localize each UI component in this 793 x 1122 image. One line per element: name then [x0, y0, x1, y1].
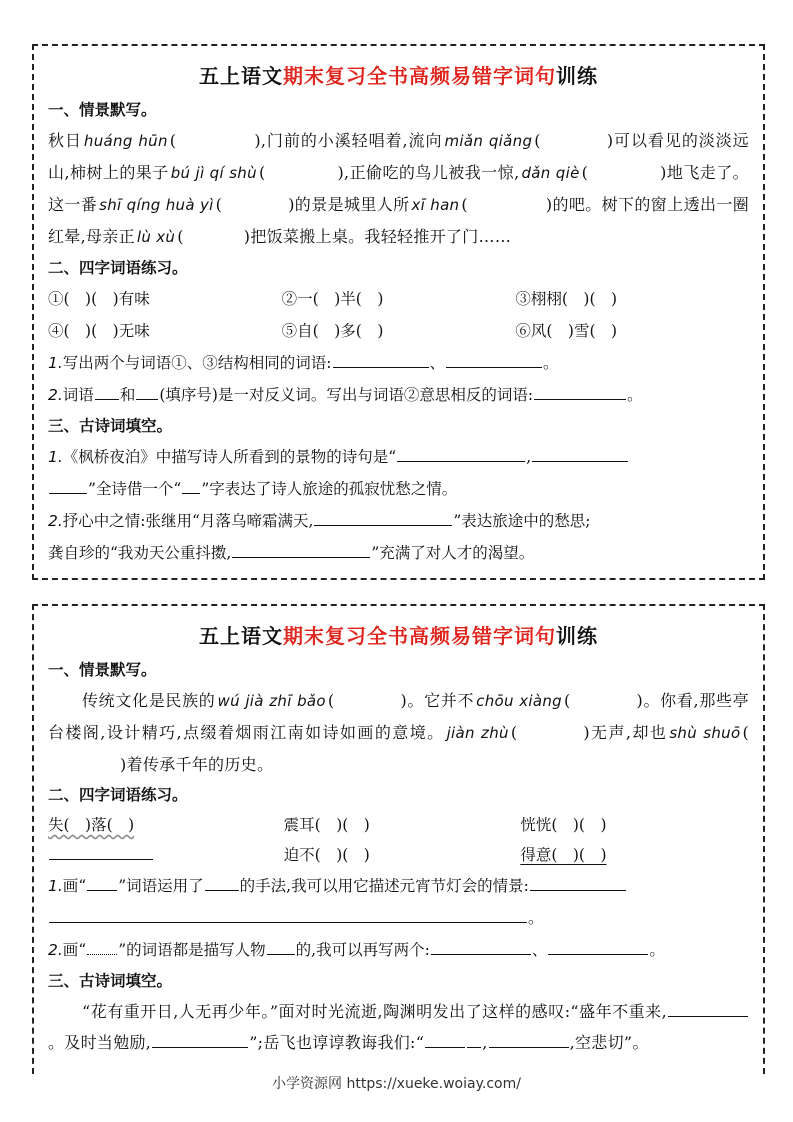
idiom-item[interactable]: 得意( )( ) — [520, 846, 607, 864]
question-1: 1.画“ ”词语运用了 的手法,我可以用它描述元宵节灯会的情景: — [48, 870, 749, 902]
answer-line[interactable] — [205, 872, 239, 891]
answer-line[interactable] — [532, 443, 628, 462]
answer-line[interactable] — [425, 1029, 465, 1048]
section-heading: 一、情景默写。 — [48, 101, 157, 119]
answer-line[interactable] — [232, 539, 370, 558]
idiom-item[interactable]: 恍恍( )( ) — [520, 816, 607, 834]
idiom-item[interactable]: ⑥风( )雪( ) — [515, 322, 618, 340]
idiom-item[interactable]: 失( )落( ) — [48, 816, 135, 834]
pinyin: jiàn zhù — [446, 724, 509, 742]
answer-line[interactable] — [267, 936, 295, 955]
pinyin: bú jì qí shù — [170, 164, 257, 182]
pinyin: shī qíng huà yì — [99, 196, 214, 214]
pinyin: xī han — [411, 196, 460, 214]
section-heading: 三、古诗词填空。 — [48, 417, 173, 435]
answer-line[interactable] — [431, 936, 531, 955]
idiom-item[interactable]: ⑤自( )多( ) — [281, 322, 384, 340]
poem-question-1-cont: ”全诗借一个“ ”字表达了诗人旅途的孤寂忧愁之情。 — [48, 473, 749, 505]
worksheet-title: 五上语文期末复习全书高频易错字词句训练 — [199, 624, 598, 648]
pinyin: lù xù — [136, 228, 176, 246]
worksheet-title: 五上语文期末复习全书高频易错字词句训练 — [199, 64, 598, 88]
answer-line[interactable] — [152, 1029, 248, 1048]
dictation-paragraph: 秋日 huáng hūn ( ),门前的小溪轻唱着,流向 miǎn qiǎng ( )可以看见的淡淡远山,柿树上的果子 bú jì qí shù ( ),正偷吃的鸟儿被我一惊, dǎn qiè ( )地飞走了。这一番 shī qíng huà yì ( )的景是城里人所 xī han ( )的吧。树下的窗上透出一圈红晕,母亲正 lù xù ( )把饭菜搬上桌。我轻轻推开了门…… — [48, 131, 749, 246]
poem-question-1: 1.《枫桥夜泊》中描写诗人所看到的景物的诗句是“ , — [48, 441, 749, 473]
idiom-item[interactable]: 震耳( )( ) — [283, 816, 370, 834]
idiom-item[interactable]: ③栩栩( )( ) — [515, 290, 618, 308]
section-heading: 一、情景默写。 — [48, 661, 157, 679]
section-heading: 三、古诗词填空。 — [48, 972, 173, 990]
section-heading: 二、四字词语练习。 — [48, 786, 188, 804]
answer-line[interactable] — [397, 443, 525, 462]
answer-line[interactable] — [95, 381, 119, 400]
answer-line[interactable] — [489, 1029, 569, 1048]
answer-line[interactable] — [668, 998, 748, 1017]
page-footer: 小学资源网 https://xueke.woiay.com/ — [272, 1076, 521, 1092]
pinyin: chōu xiàng — [476, 692, 562, 710]
poem-paragraph: “花有重开日,人无再少年。”面对时光流逝,陶渊明发出了这样的感叹:“盛年不重来,。及时当勉励, ”;岳飞也谆谆教诲我们:“ , ,空悲切”。 — [48, 996, 749, 1058]
section-heading: 二、四字词语练习。 — [48, 259, 188, 277]
question-2: 2.词语 和 (填序号)是一对反义词。写出与词语②意思相反的词语: 。 — [48, 379, 749, 411]
answer-line[interactable] — [530, 872, 626, 891]
idiom-row — [48, 315, 749, 347]
worksheet-card-2 — [32, 604, 765, 1074]
answer-line[interactable] — [467, 1029, 481, 1048]
answer-line[interactable] — [136, 381, 158, 400]
answer-line[interactable] — [49, 475, 87, 494]
pinyin: dǎn qiè — [521, 164, 580, 182]
answer-line[interactable] — [87, 872, 117, 891]
poem-question-2: 2.抒心中之情:张继用“月落乌啼霜满天, ”表达旅途中的愁思; — [48, 505, 749, 537]
idiom-row — [48, 283, 749, 315]
idiom-item[interactable]: ②一( )半( ) — [281, 290, 384, 308]
idiom-row — [48, 840, 749, 870]
answer-line[interactable] — [49, 845, 153, 860]
answer-line[interactable] — [446, 349, 542, 368]
idiom-item[interactable]: ④( )( )无味 — [48, 322, 150, 340]
answer-line[interactable] — [548, 936, 648, 955]
idiom-item[interactable]: ①( )( )有味 — [48, 290, 150, 308]
pinyin: shù shuō — [669, 724, 741, 742]
pinyin: wú jià zhī bǎo — [217, 692, 326, 710]
idiom-row — [48, 810, 749, 840]
answer-line[interactable] — [49, 904, 527, 923]
pinyin: huáng hūn — [83, 132, 168, 150]
answer-line[interactable] — [314, 507, 452, 526]
answer-line[interactable] — [333, 349, 429, 368]
answer-line[interactable] — [87, 936, 117, 955]
pinyin: miǎn qiǎng — [444, 132, 533, 150]
question-1-cont: 。 — [48, 902, 749, 934]
answer-line[interactable] — [182, 475, 200, 494]
poem-question-2-cont: 龚自珍的“我劝天公重抖擞, ”充满了对人才的渴望。 — [48, 537, 749, 569]
worksheet-card-1 — [32, 44, 765, 580]
answer-line[interactable] — [534, 381, 626, 400]
idiom-item[interactable]: 迫不( )( ) — [283, 846, 370, 864]
question-2: 2.画“ ”的词语都是描写人物 的,我可以再写两个: 、 。 — [48, 934, 749, 966]
question-1: 1.写出两个与词语①、③结构相同的词语: 、 。 — [48, 347, 749, 379]
dictation-paragraph: 传统文化是民族的 wú jià zhī bǎo ( )。它并不 chōu xiàng ( )。你看,那些亭台楼阁,设计精巧,点缀着烟雨江南如诗如画的意境。 jiàn zhù ( )无声,却也 shù shuō ()着传承千年的历史。 — [48, 691, 749, 774]
